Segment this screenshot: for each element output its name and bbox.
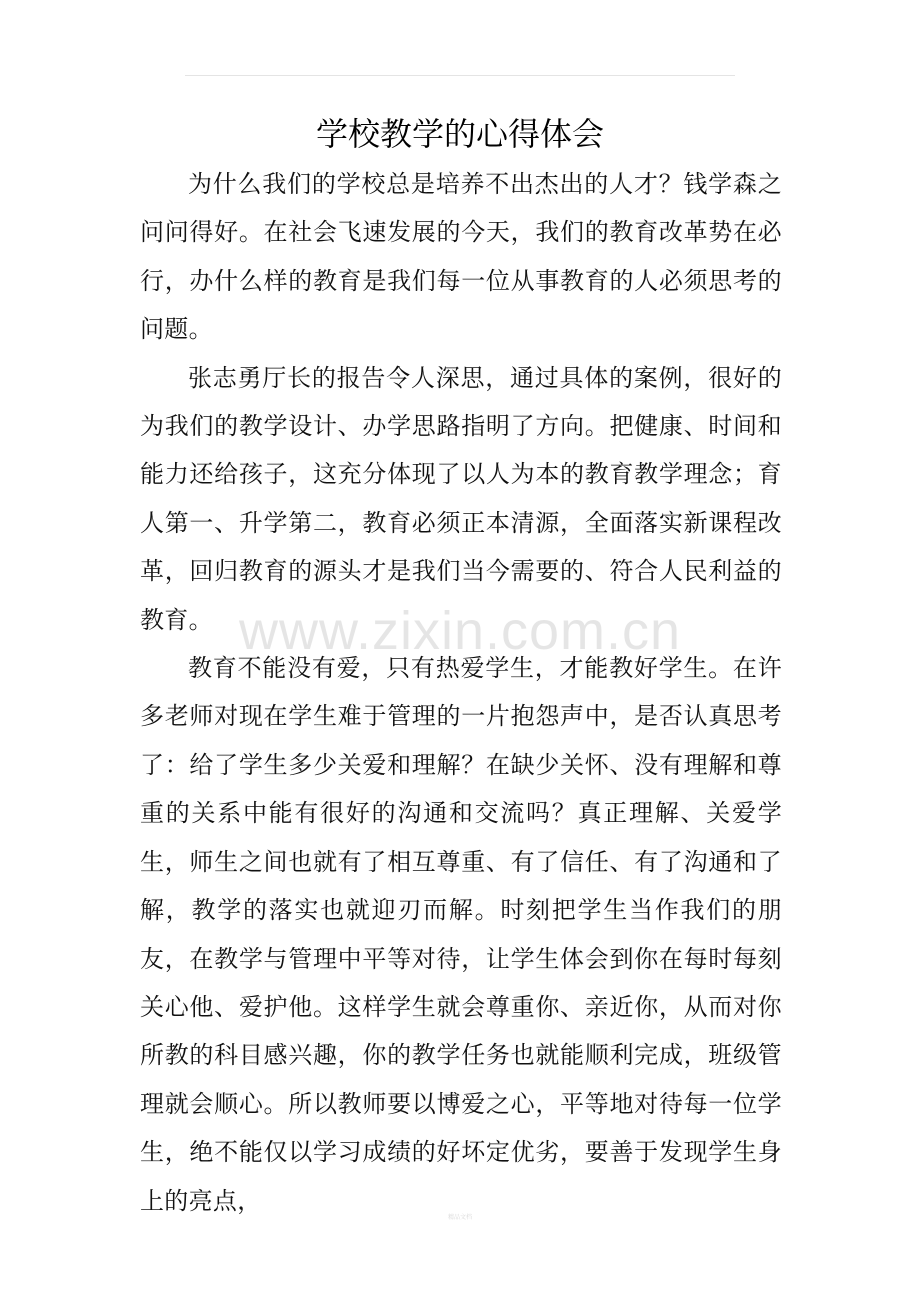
paragraph-3: 教育不能没有爱，只有热爱学生，才能教好学生。在许多老师对现在学生难于管理的一片抱怨声中，是否认真思考了：给了学生多少关爱和理解？在缺少关怀、没有理解和尊重的关系中能有很好的沟通和交流吗？真正理解、关爱学生，师生之间也就有了相互尊重、有了信任、有了沟通和了解，教学的落实也就迎刃而解。时刻把学生当作我们的朋友，在教学与管理中平等对待，让学生体会到你在每时每刻关心他、爱护他。这样学生就会尊重你、亲近你，从而对你所教的科目感兴趣，你的教学任务也就能顺利完成，班级管理就会顺心。所以教师要以博爱之心，平等地对待每一位学生，绝不能仅以学习成绩的好坏定优劣，要善于发现学生身上的亮点， (140, 654, 782, 1215)
document-body (140, 160, 782, 1225)
header-rule (185, 75, 735, 76)
footer-mark: 精品文档 (447, 1215, 472, 1221)
document-title: 学校教学的心得体会 (315, 115, 604, 153)
watermark: www.zixin.com.cn (238, 601, 682, 661)
paragraph-2: 张志勇厅长的报告令人深思，通过具体的案例，很好的为我们的教学设计、办学思路指明了方向。把健康、时间和能力还给孩子，这充分体现了以人为本的教育教学理念；育人第一、升学第二，教育必须正本清源，全面落实新课程改革，回归教育的源头才是我们当今需要的、符合人民利益的教育。 (140, 363, 782, 634)
paragraph-1: 为什么我们的学校总是培养不出杰出的人才？钱学森之问问得好。在社会飞速发展的今天，我们的教育改革势在必行，办什么样的教育是我们每一位从事教育的人必须思考的问题。 (140, 170, 782, 344)
